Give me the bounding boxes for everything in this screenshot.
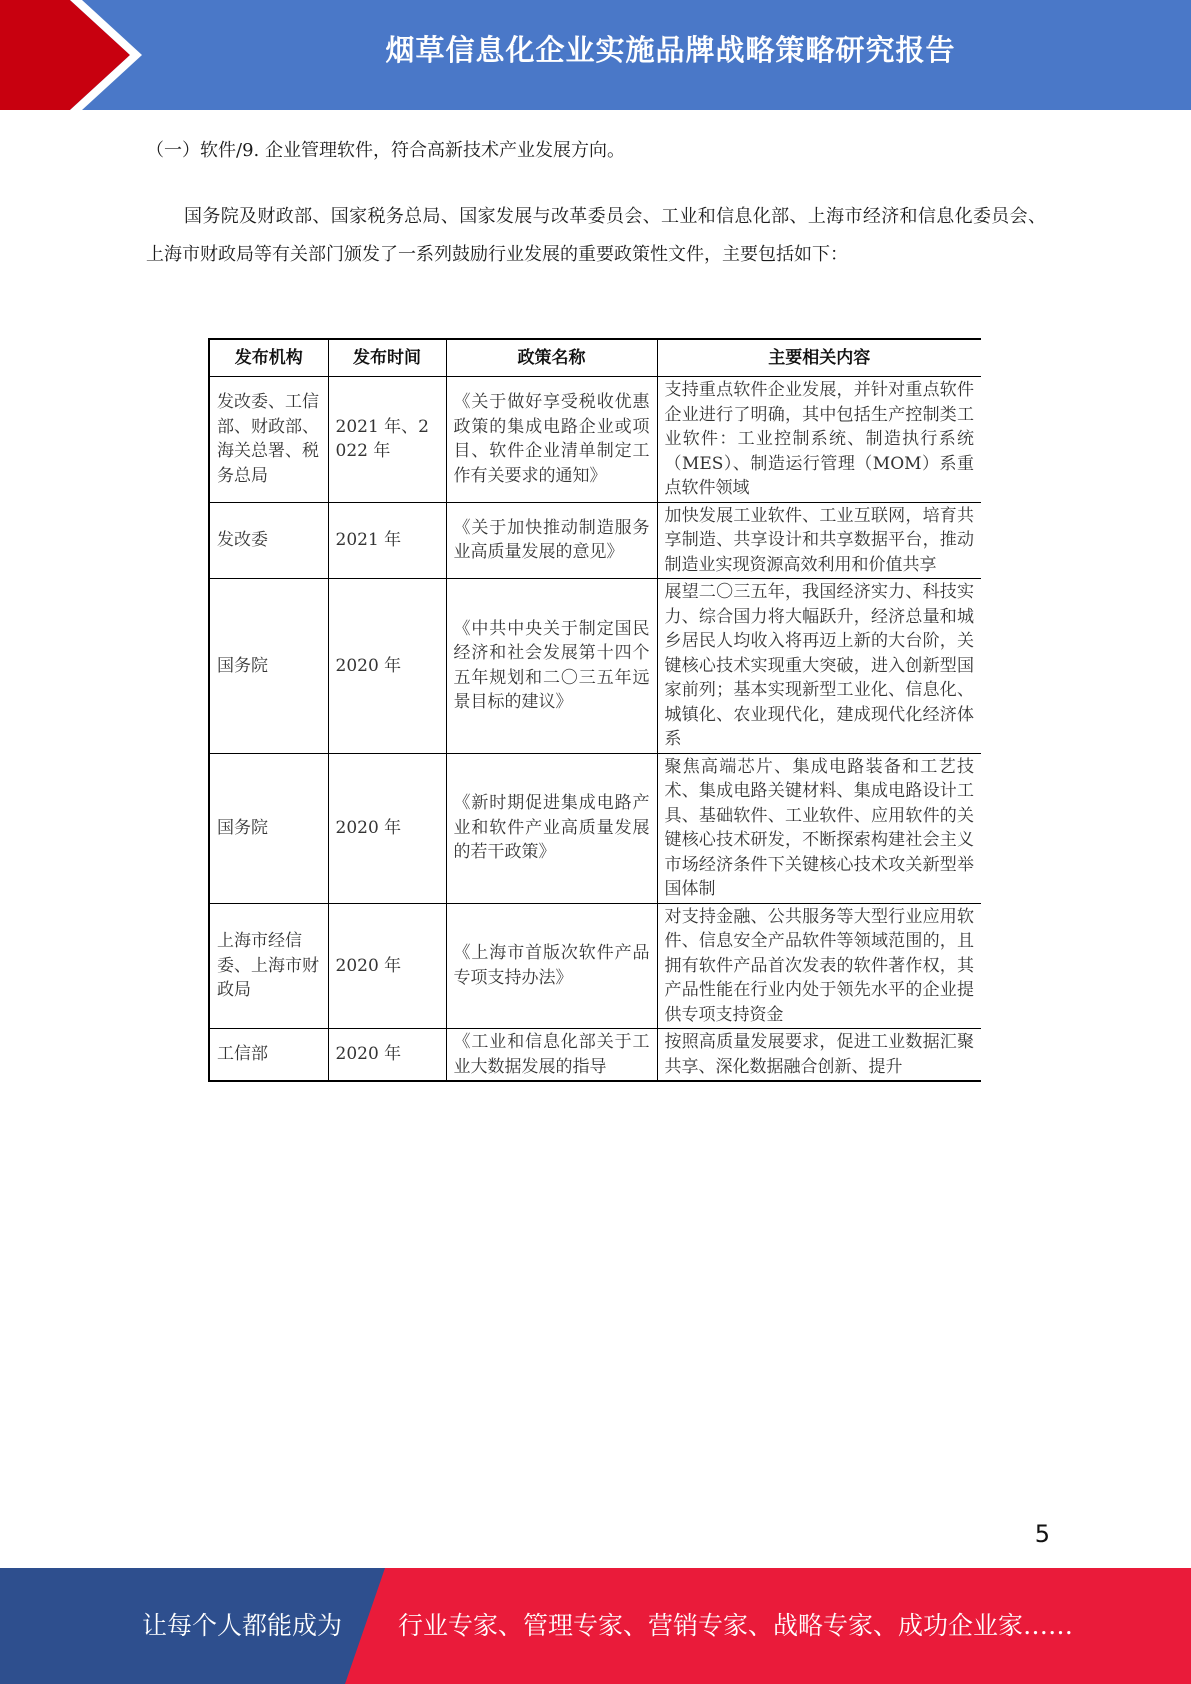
table-row	[209, 579, 981, 754]
cell-agency: 国务院	[209, 753, 328, 903]
cell-agency: 发改委、工信部、财政部、海关总署、税务总局	[209, 377, 328, 503]
column-header-agency: 发布机构	[209, 339, 328, 377]
cell-date: 2020 年	[328, 579, 446, 754]
cell-content: 加快发展工业软件、工业互联网，培育共享制造、共享设计和共享数据平台，推动制造业实现资源高效利用和价值共享	[657, 502, 981, 579]
cell-date: 2020 年	[328, 903, 446, 1029]
page-header	[0, 0, 1191, 110]
policy-table-container	[208, 338, 981, 1096]
cell-agency: 上海市经信委、上海市财政局	[209, 903, 328, 1029]
cell-date: 2021 年	[328, 502, 446, 579]
footer-slogan-lead: 让每个人都能成为	[142, 1611, 343, 1640]
cell-policy: 《新时期促进集成电路产业和软件产业高质量发展的若干政策》	[446, 753, 657, 903]
table-row	[209, 502, 981, 579]
intro-paragraph: 国务院及财政部、国家税务总局、国家发展与改革委员会、工业和信息化部、上海市经济和信息化委员会、上海市财政局等有关部门颁发了一系列鼓励行业发展的重要政策性文件，主要包括如下：	[146, 206, 1046, 265]
cell-policy: 《上海市首版次软件产品专项支持办法》	[446, 903, 657, 1029]
column-header-content: 主要相关内容	[657, 339, 981, 377]
cell-date: 2020 年	[328, 753, 446, 903]
table-row	[209, 377, 981, 503]
table-header-row	[209, 339, 981, 377]
cell-content: 展望二〇三五年，我国经济实力、科技实力、综合国力将大幅跃升，经济总量和城乡居民人均收入将再迈上新的大台阶，关键核心技术实现重大突破，进入创新型国家前列；基本实现新型工业化、信息化、城镇化、农业现代化，建成现代化经济体系	[657, 579, 981, 754]
column-header-date: 发布时间	[328, 339, 446, 377]
table-row	[209, 753, 981, 903]
cell-date: 2020 年	[328, 1029, 446, 1082]
table-row	[209, 903, 981, 1029]
cell-content: 按照高质量发展要求，促进工业数据汇聚共享、深化数据融合创新、提升	[657, 1029, 981, 1082]
policy-table	[208, 338, 981, 1082]
cell-agency: 工信部	[209, 1029, 328, 1082]
cell-date: 2021 年、2022 年	[328, 377, 446, 503]
table-row	[209, 1029, 981, 1082]
section-heading: （一）软件/9. 企业管理软件，符合高新技术产业发展方向。	[146, 140, 625, 161]
cell-policy: 《中共中央关于制定国民经济和社会发展第十四个五年规划和二〇三五年远景目标的建议》	[446, 579, 657, 754]
cell-content: 聚焦高端芯片、集成电路装备和工艺技术、集成电路关键材料、集成电路设计工具、基础软件、工业软件、应用软件的关键核心技术研发，不断探索构建社会主义市场经济条件下关键核心技术攻关新型举国体制	[657, 753, 981, 903]
cell-policy: 《关于做好享受税收优惠政策的集成电路企业或项目、软件企业清单制定工作有关要求的通知》	[446, 377, 657, 503]
cell-content: 对支持金融、公共服务等大型行业应用软件、信息安全产品软件等领域范围的，且拥有软件产品首次发表的软件著作权，其产品性能在行业内处于领先水平的企业提供专项支持资金	[657, 903, 981, 1029]
page-number: 5	[1034, 1520, 1050, 1548]
footer-slogan-roles: 行业专家、管理专家、营销专家、战略专家、成功企业家……	[398, 1611, 1074, 1640]
cell-policy: 《工业和信息化部关于工业大数据发展的指导	[446, 1029, 657, 1082]
cell-content: 支持重点软件企业发展，并针对重点软件企业进行了明确，其中包括生产控制类工业软件：工业控制系统、制造执行系统 （MES）、制造运行管理（MOM）系重点软件领域	[657, 377, 981, 503]
cell-policy: 《关于加快推动制造服务业高质量发展的意见》	[446, 502, 657, 579]
column-header-policy: 政策名称	[446, 339, 657, 377]
report-title: 烟草信息化企业实施品牌战略策略研究报告	[385, 33, 956, 67]
header-chevron-decoration	[0, 0, 160, 110]
page-footer	[0, 1568, 1191, 1684]
cell-agency: 发改委	[209, 502, 328, 579]
cell-agency: 国务院	[209, 579, 328, 754]
